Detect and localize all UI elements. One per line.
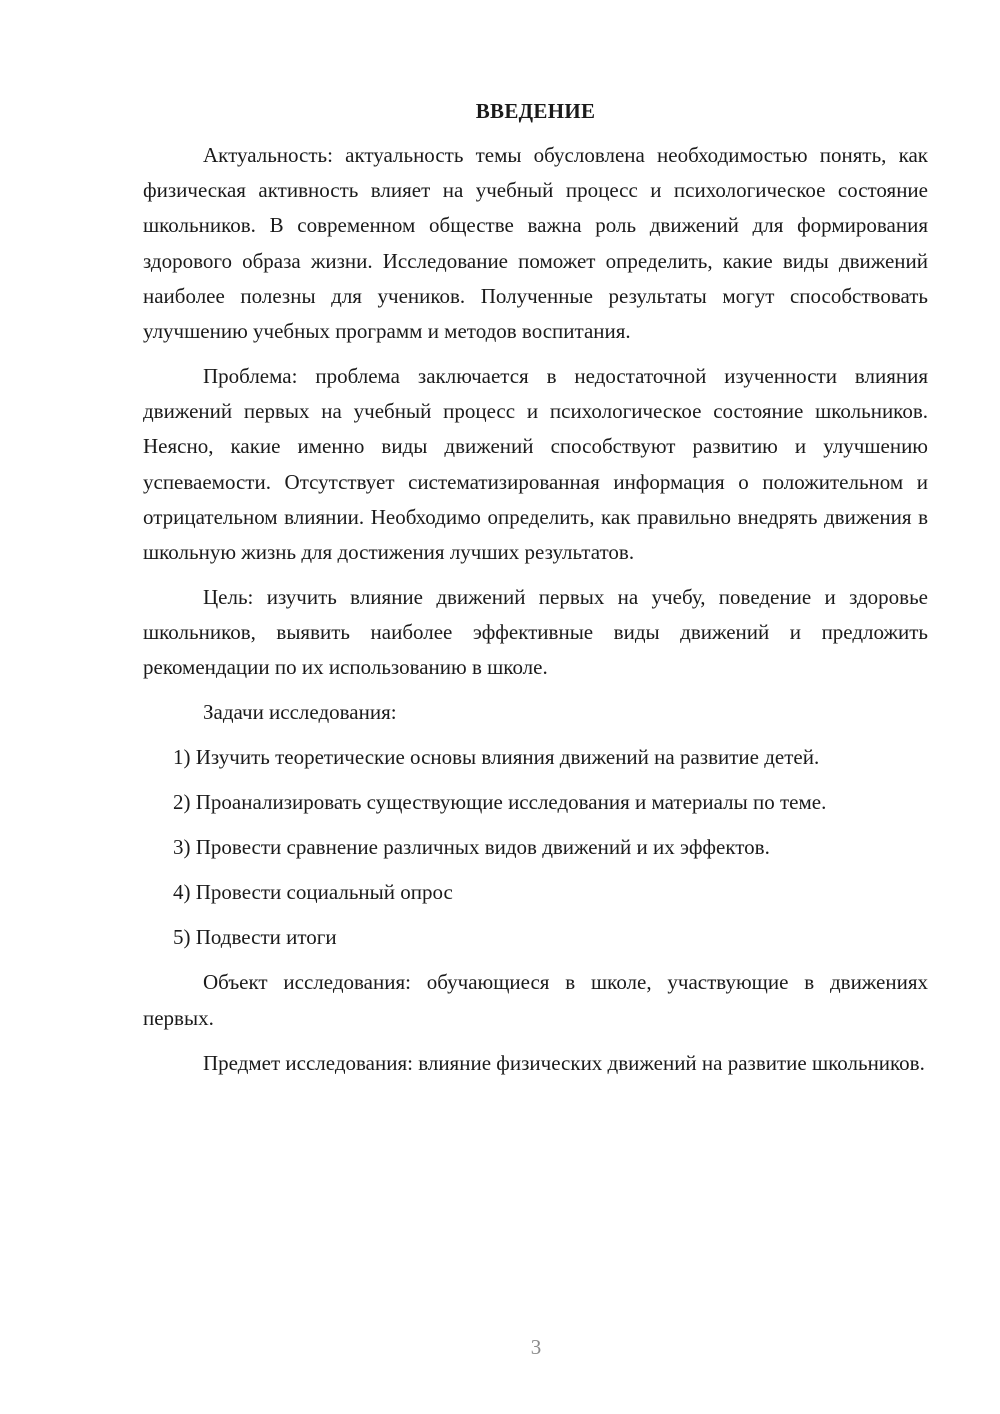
document-page: [143, 96, 928, 1091]
goal-paragraph: Цель: изучить влияние движений первых на учебу, поведение и здоровье школьников, выявить наиболее эффективные виды движений и предложить рекомендации по их использованию в школе.: [143, 585, 928, 680]
tasks-heading: Задачи исследования:: [203, 700, 397, 725]
relevance-paragraph: Актуальность: актуальность темы обусловлена необходимостью понять, как физическая активность влияет на учебный процесс и психологическое состояние школьников. В современном обществе важна роль движений для формирования здорового образа жизни. Исследование поможет определить, какие виды движений наиболее полезны для учеников. Полученные результаты могут способствовать улучшению учебных программ и методов воспитания.: [143, 143, 928, 344]
subject-paragraph: Предмет исследования: влияние физических движений на развитие школьников.: [203, 1050, 925, 1075]
problem-paragraph: Проблема: проблема заключается в недостаточной изученности влияния движений первых на учебный процесс и психологическое состояние школьников. Неясно, какие именно виды движений способствуют развитию и улучшению успеваемости. Отсутствует систематизированная информация о положительном и отрицательном влиянии. Необходимо определить, как правильно внедрять движения в школьную жизнь для достижения лучших результатов.: [143, 364, 928, 565]
page-title: ВВЕДЕНИЕ: [475, 99, 596, 123]
task-item-5: 5) Подвести итоги: [173, 925, 337, 950]
page-number: 3: [530, 1335, 542, 1359]
task-item-4: 4) Провести социальный опрос: [173, 880, 453, 905]
task-item-2: 2) Проанализировать существующие исследования и материалы по теме.: [173, 790, 827, 815]
task-item-3: 3) Провести сравнение различных видов движений и их эффектов.: [173, 835, 770, 860]
task-item-1: 1) Изучить теоретические основы влияния движений на развитие детей.: [173, 745, 820, 770]
object-paragraph: Объект исследования: обучающиеся в школе, участвующие в движениях первых.: [143, 970, 928, 1030]
tasks-list: [143, 740, 928, 955]
